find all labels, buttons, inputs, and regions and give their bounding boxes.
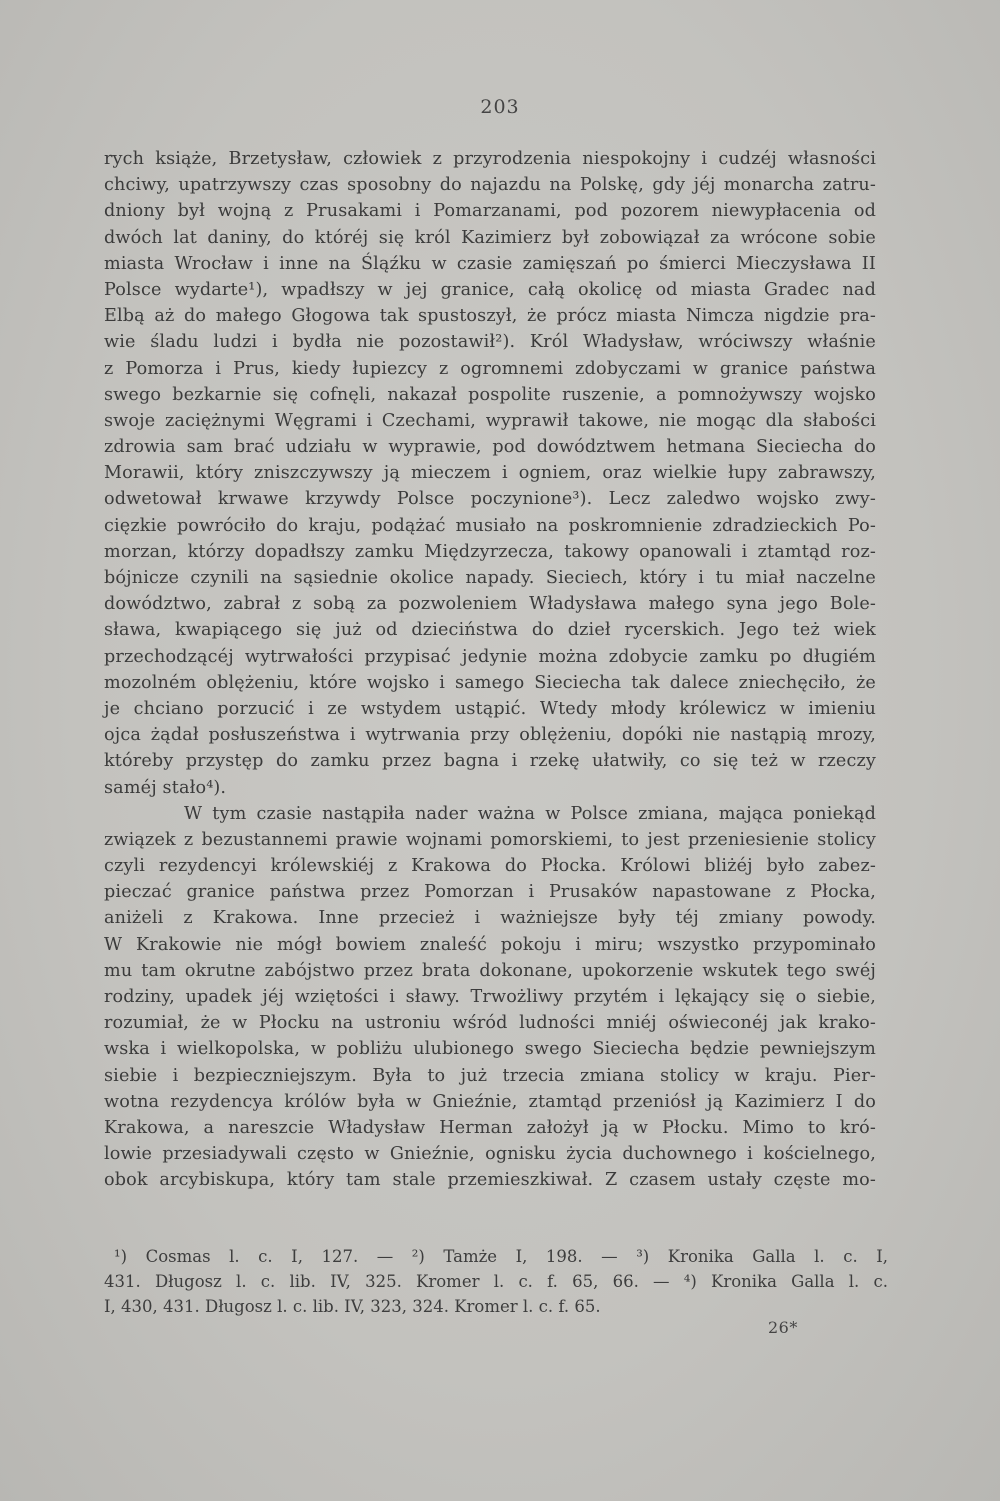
text-line: rych książe, Brzetysław, człowiek z przyrodzenia niespokojny i cudzéj własności xyxy=(104,149,876,169)
text-line: wotna rezydencya królów była w Gnieźnie, ztamtąd przeniósł ją Kazimierz I do xyxy=(104,1091,876,1112)
text-line: bójnicze czynili na sąsiednie okolice napady. Sieciech, który i tu miał naczelne xyxy=(104,568,876,588)
text-line: związek z bezustannemi prawie wojnami pomorskiemi, to jest przeniesienie stolicy xyxy=(104,829,876,850)
text-line: mu tam okrutne zabójstwo przez brata dokonane, upokorzenie wskutek tego swéj xyxy=(104,960,876,981)
text-line: swoje zaciężnymi Węgrami i Czechami, wyprawił takowe, nie mogąc dla słabości xyxy=(104,410,876,431)
text-line: odwetował krwawe krzywdy Polsce poczynione³). Lecz zaledwo wojsko zwy- xyxy=(104,489,876,510)
text-line: z Pomorza i Prus, kiedy łupiezcy z ogromnemi zdobyczami w granice państwa xyxy=(104,358,876,379)
text-line: Morawii, który zniszczywszy ją mieczem i ogniem, oraz wielkie łupy zabrawszy, xyxy=(104,463,876,484)
text-line: miasta Wrocław i inne na Śląźku w czasie zamięszań po śmierci Mieczysława II xyxy=(104,253,876,274)
text-line: przechodzącéj wytrwałości przypisać jedynie można zdobycie zamku po długiém xyxy=(104,646,876,667)
text-line: Krakowa, a nareszcie Władysław Herman założył ją w Płocku. Mimo to kró- xyxy=(104,1117,876,1138)
text-line: wie śladu ludzi i bydła nie pozostawił²). Król Władysław, wróciwszy właśnie xyxy=(104,332,876,353)
text-line: lowie przesiadywali często w Gnieźnie, ognisku życia duchownego i kościelnego, xyxy=(104,1144,876,1165)
page-number: 203 xyxy=(480,96,520,118)
text-line: sława, kwapiącego się już od dzieciństwa do dzieł rycerskich. Jego też wiek xyxy=(104,620,876,641)
text-line: je chciano porzucić i ze wstydem ustąpić. Wtedy młody królewicz w imieniu xyxy=(104,698,876,719)
text-line: chciwy, upatrzywszy czas sposobny do najazdu na Polskę, gdy jéj monarcha zatru- xyxy=(104,175,876,196)
footnotes xyxy=(104,1244,888,1319)
text-line: ojca żądał posłuszeństwa i wytrwania przy oblężeniu, dopóki nie nastąpią mrozy, xyxy=(104,725,876,746)
body-text xyxy=(104,146,876,1194)
text-line: Polsce wydarte¹), wpadłszy w jej granice, całą okolicę od miasta Gradec nad xyxy=(104,279,876,300)
text-line: rozumiał, że w Płocku na ustroniu wśród ludności mniéj oświeconéj jak krako- xyxy=(104,1013,876,1034)
text-line: któreby przystęp do zamku przez bagna i rzekę ułatwiły, co się też w rzeczy xyxy=(104,751,876,772)
text-line: czyli rezydencyi królewskiéj z Krakowa do Płocka. Królowi bliżéj było zabez- xyxy=(104,856,876,877)
text-line: obok arcybiskupa, który tam stale przemieszkiwał. Z czasem ustały częste mo- xyxy=(104,1170,876,1191)
text-line: W tym czasie nastąpiła nader ważna w Polsce zmiana, mająca poniekąd xyxy=(184,803,876,824)
text-line: morzan, którzy dopadłszy zamku Międzyrzecza, takowy opanowali i ztamtąd roz- xyxy=(104,541,876,562)
text-line: wska i wielkopolska, w pobliżu ulubionego swego Sieciecha będzie pewniejszym xyxy=(104,1039,876,1060)
text-line: swego bezkarnie się cofnęli, nakazał pospolite ruszenie, a pomnożywszy wojsko xyxy=(104,384,876,405)
printer-signature-mark: 26* xyxy=(768,1318,798,1337)
text-line: dwóch lat daniny, do któréj się król Kazimierz był zobowiązał za wrócone sobie xyxy=(104,227,876,248)
text-line: aniżeli z Krakowa. Inne przecież i ważniejsze były téj zmiany powody. xyxy=(104,908,876,929)
text-line: dniony był wojną z Prusakami i Pomarzanami, pod pozorem niewypłacenia od xyxy=(104,201,876,222)
text-line: cięzkie powróciło do kraju, podążać musiało na poskromnienie zdradzieckich Po- xyxy=(104,515,876,536)
footnote-line: ¹) Cosmas l. c. I, 127. — ²) Tamże I, 198. — ³) Kronika Galla l. c. I, xyxy=(114,1247,888,1266)
footnote-line: I, 430, 431. Długosz l. c. lib. IV, 323, 324. Kromer l. c. f. 65. xyxy=(104,1297,601,1316)
text-line: pieczać granice państwa przez Pomorzan i Prusaków napastowane z Płocka, xyxy=(104,882,876,903)
text-line: siebie i bezpieczniejszym. Była to już trzecia zmiana stolicy w kraju. Pier- xyxy=(104,1065,876,1086)
text-line: saméj stało⁴). xyxy=(104,777,227,798)
text-line: zdrowia sam brać udziału w wyprawie, pod dowództwem hetmana Sieciecha do xyxy=(104,437,876,458)
text-line: mozolném oblężeniu, które wojsko i samego Sieciecha tak dalece zniechęciło, że xyxy=(104,672,876,693)
text-line: rodziny, upadek jéj wziętości i sławy. Trwożliwy przytém i lękający się o siebie, xyxy=(104,987,876,1007)
text-line: Elbą aż do małego Głogowa tak spustoszył, że prócz miasta Nimcza nigdzie pra- xyxy=(104,306,876,327)
footnote-line: 431. Długosz l. c. lib. IV, 325. Kromer l. c. f. 65, 66. — ⁴) Kronika Galla l. c. xyxy=(104,1272,888,1291)
text-line: dowództwo, zabrał z sobą za pozwoleniem Władysława małego syna jego Bole- xyxy=(104,594,876,615)
text-line: W Krakowie nie mógł bowiem znaleść pokoju i miru; wszystko przypominało xyxy=(104,934,876,955)
